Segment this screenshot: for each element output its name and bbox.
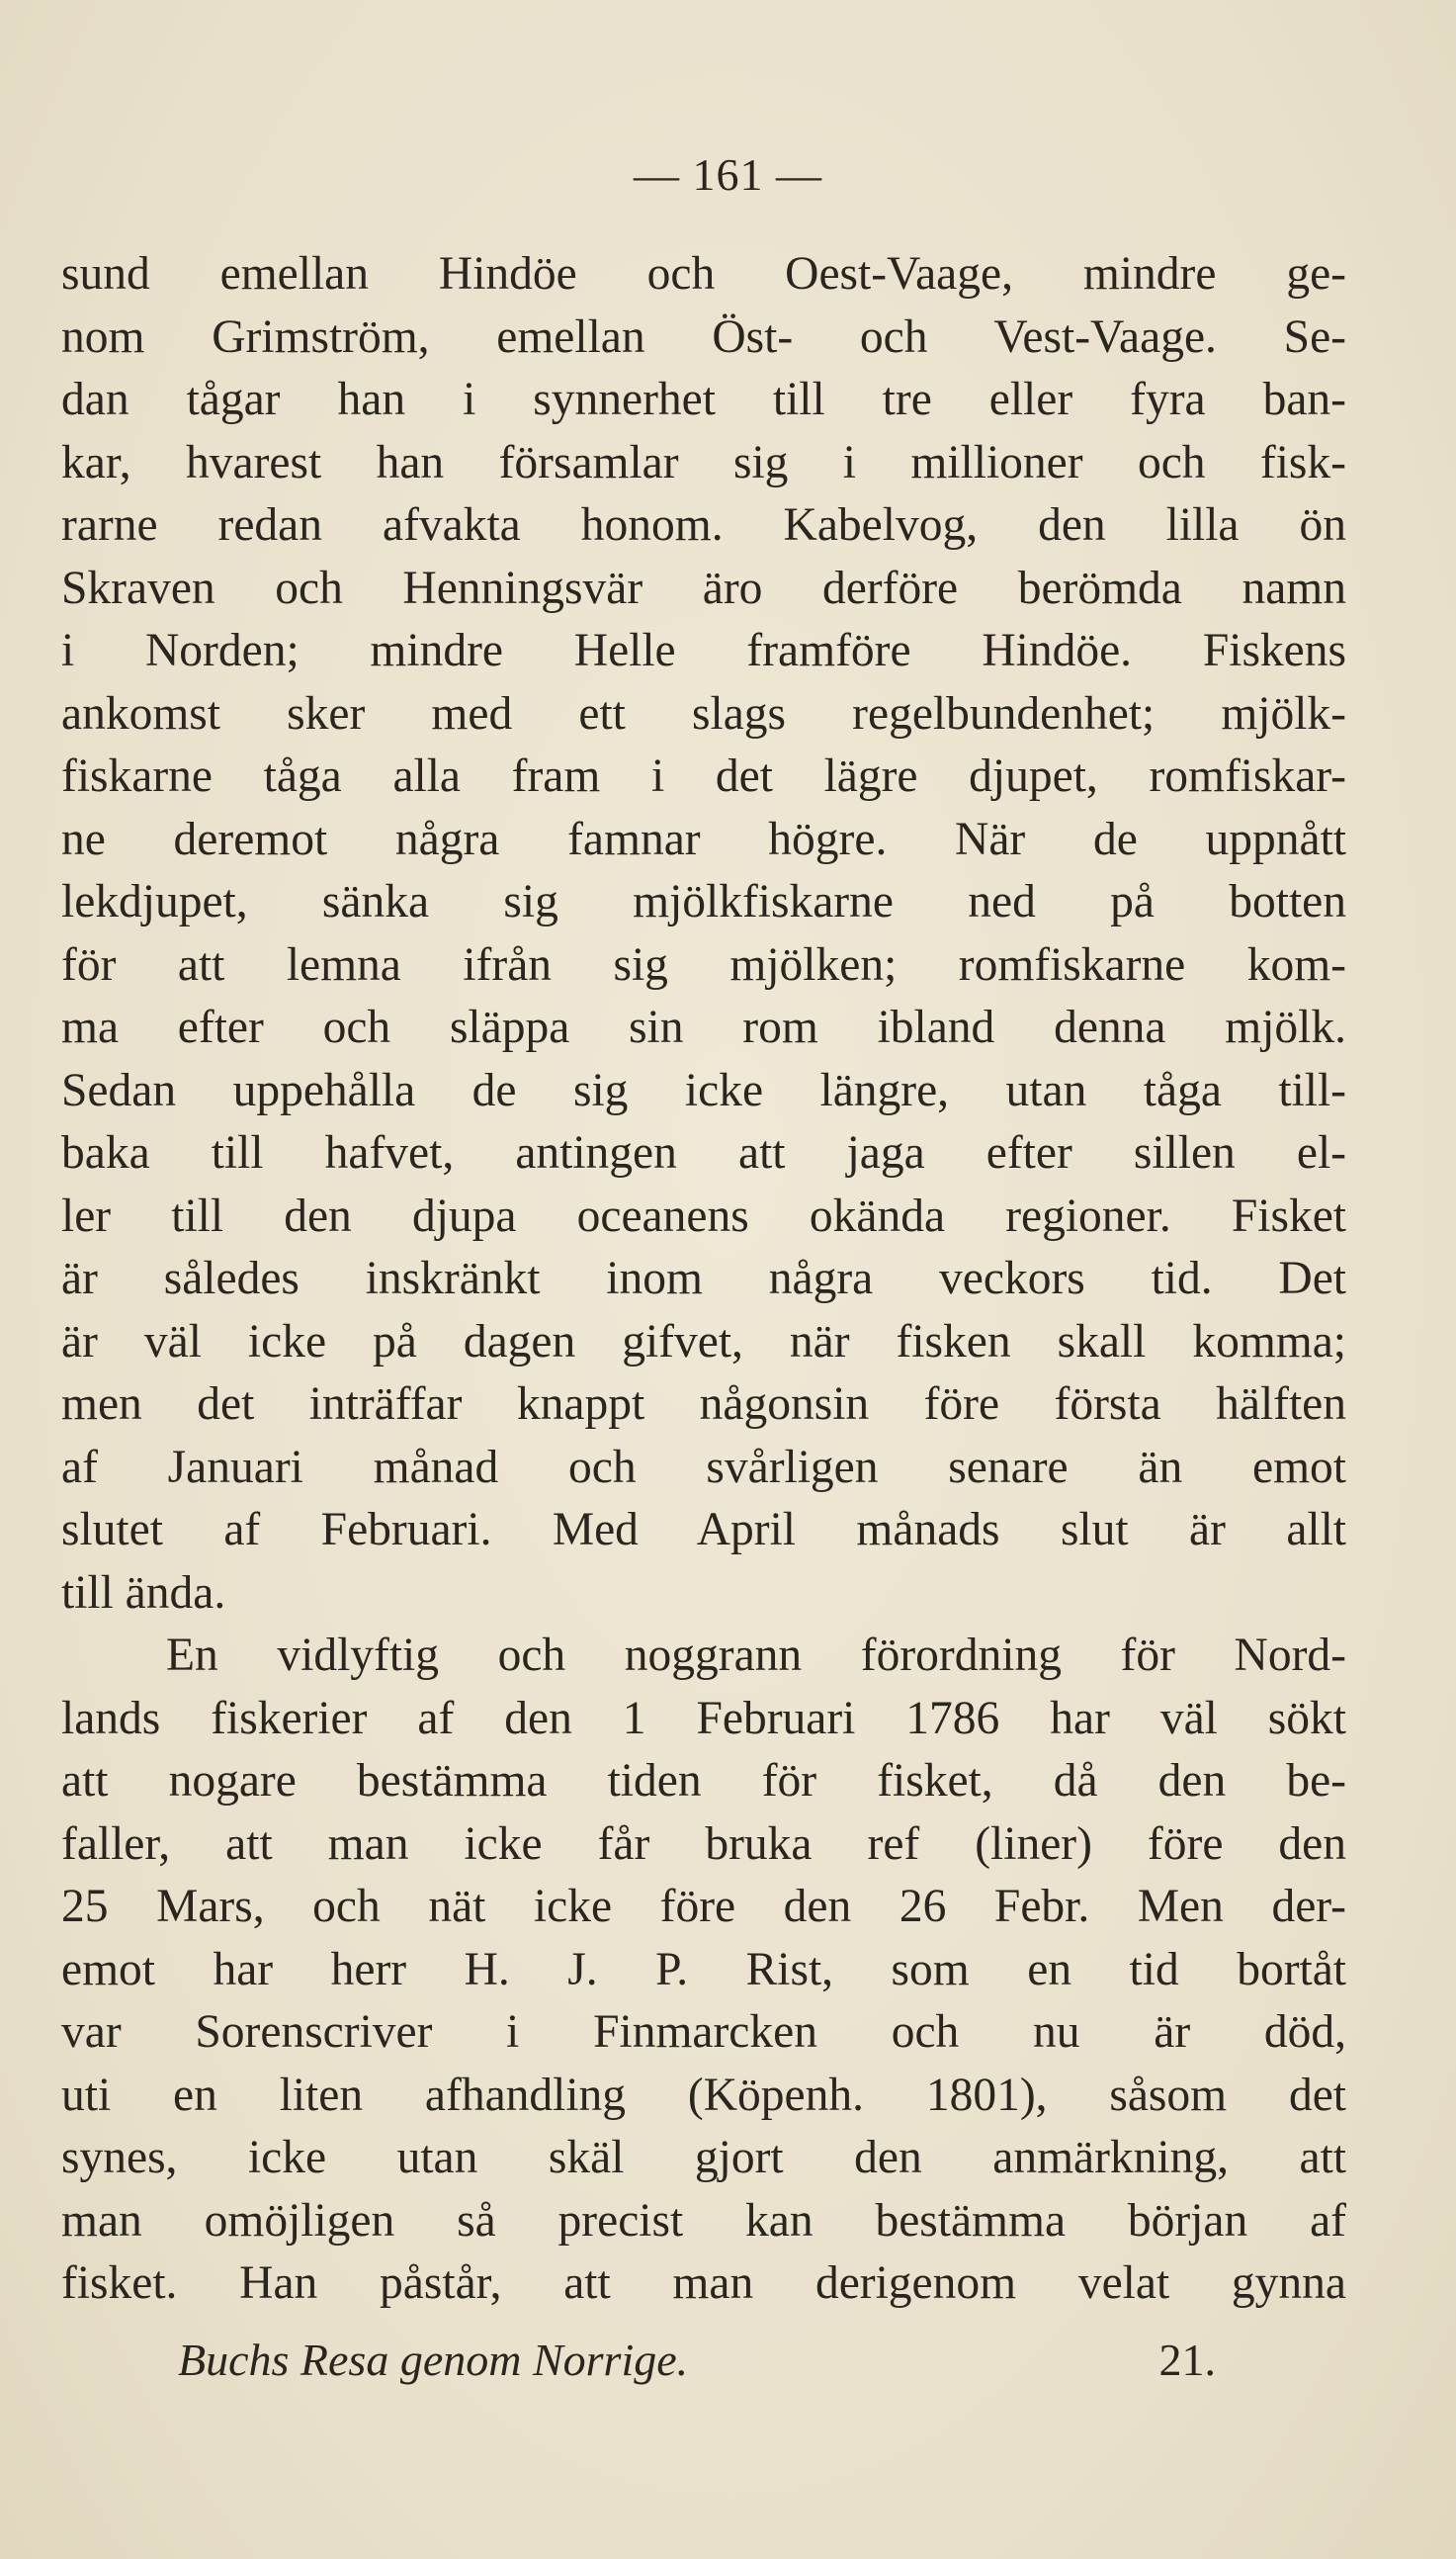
text-line: ankomst sker med ett slags regelbundenhet; mjölk- [61, 687, 1346, 740]
text-line: är således inskränkt inom några veckors tid. Det [61, 1253, 1346, 1304]
text-line: ler till den djupa oceanens okända regioner. Fisket [61, 1190, 1346, 1242]
text-line: Sedan uppehålla de sig icke längre, utan tåga till- [61, 1064, 1346, 1116]
text-line: dan tågar han i synnerhet till tre eller fyra ban- [61, 374, 1346, 425]
text-line: faller, att man icke får bruka ref (liner) före den [61, 1817, 1346, 1870]
page-header: — 161 — [634, 149, 822, 200]
text-line: slutet af Februari. Med April månads slut är allt [61, 1504, 1346, 1555]
text-line: lands fiskerier af den 1 Februari 1786 har väl sökt [61, 1692, 1346, 1744]
signature-number: 21. [1158, 2335, 1216, 2385]
text-line: En vidlyftig och noggrann förordning för Nord- [166, 1630, 1346, 1681]
text-line: rarne redan afvakta honom. Kabelvog, den lilla ön [61, 499, 1346, 551]
text-line: fisket. Han påstår, att man derigenom velat gynna [61, 2257, 1346, 2309]
text-line: uti en liten afhandling (Köpenh. 1801), såsom det [61, 2069, 1346, 2121]
text-line: i Norden; mindre Helle framföre Hindöe. Fiskens [61, 625, 1346, 676]
text-line: baka till hafvet, antingen att jaga efter sillen el- [61, 1127, 1346, 1179]
text-line: men det inträffar knappt någonsin före första hälften [61, 1378, 1346, 1430]
text-line: emot har herr H. J. P. Rist, som en tid bortåt [61, 1943, 1346, 1995]
text-line: 25 Mars, och nät icke före den 26 Febr. Men der- [61, 1881, 1346, 1932]
text-line: var Sorenscriver i Finmarcken och nu är död, [61, 2006, 1346, 2058]
text-line: nom Grimström, emellan Öst- och Vest-Vaage. Se- [61, 310, 1346, 363]
text-line: att nogare bestämma tiden för fisket, då den be- [61, 1755, 1346, 1807]
text-line: sund emellan Hindöe och Oest-Vaage, mindre ge- [61, 248, 1346, 300]
text-line: till ända. [61, 1566, 226, 1619]
page-footer [178, 2334, 1216, 2403]
text-line: ma efter och släppa sin rom ibland denna mjölk. [61, 1002, 1346, 1053]
body-text [61, 243, 1346, 2316]
text-line: kar, hvarest han församlar sig i millioner och fisk- [61, 436, 1346, 488]
text-line: man omöjligen så precist kan bestämma början af [61, 2194, 1346, 2247]
text-line: Skraven och Henningsvär äro derföre berömda namn [61, 562, 1346, 614]
text-line: lekdjupet, sänka sig mjölkfiskarne ned på botten [61, 876, 1346, 927]
text-line: fiskarne tåga alla fram i det lägre djupet, romfiskar- [61, 750, 1346, 802]
text-line: för att lemna ifrån sig mjölken; romfiskarne kom- [61, 938, 1346, 991]
signature-mark: Buchs Resa genom Norrige. [178, 2335, 689, 2385]
text-line: af Januari månad och svårligen senare än emot [61, 1441, 1346, 1493]
text-line: är väl icke på dagen gifvet, när fisken skall komma; [61, 1315, 1346, 1368]
text-line: ne deremot några famnar högre. När de uppnått [61, 813, 1346, 865]
text-line: synes, icke utan skäl gjort den anmärkning, att [61, 2132, 1346, 2183]
